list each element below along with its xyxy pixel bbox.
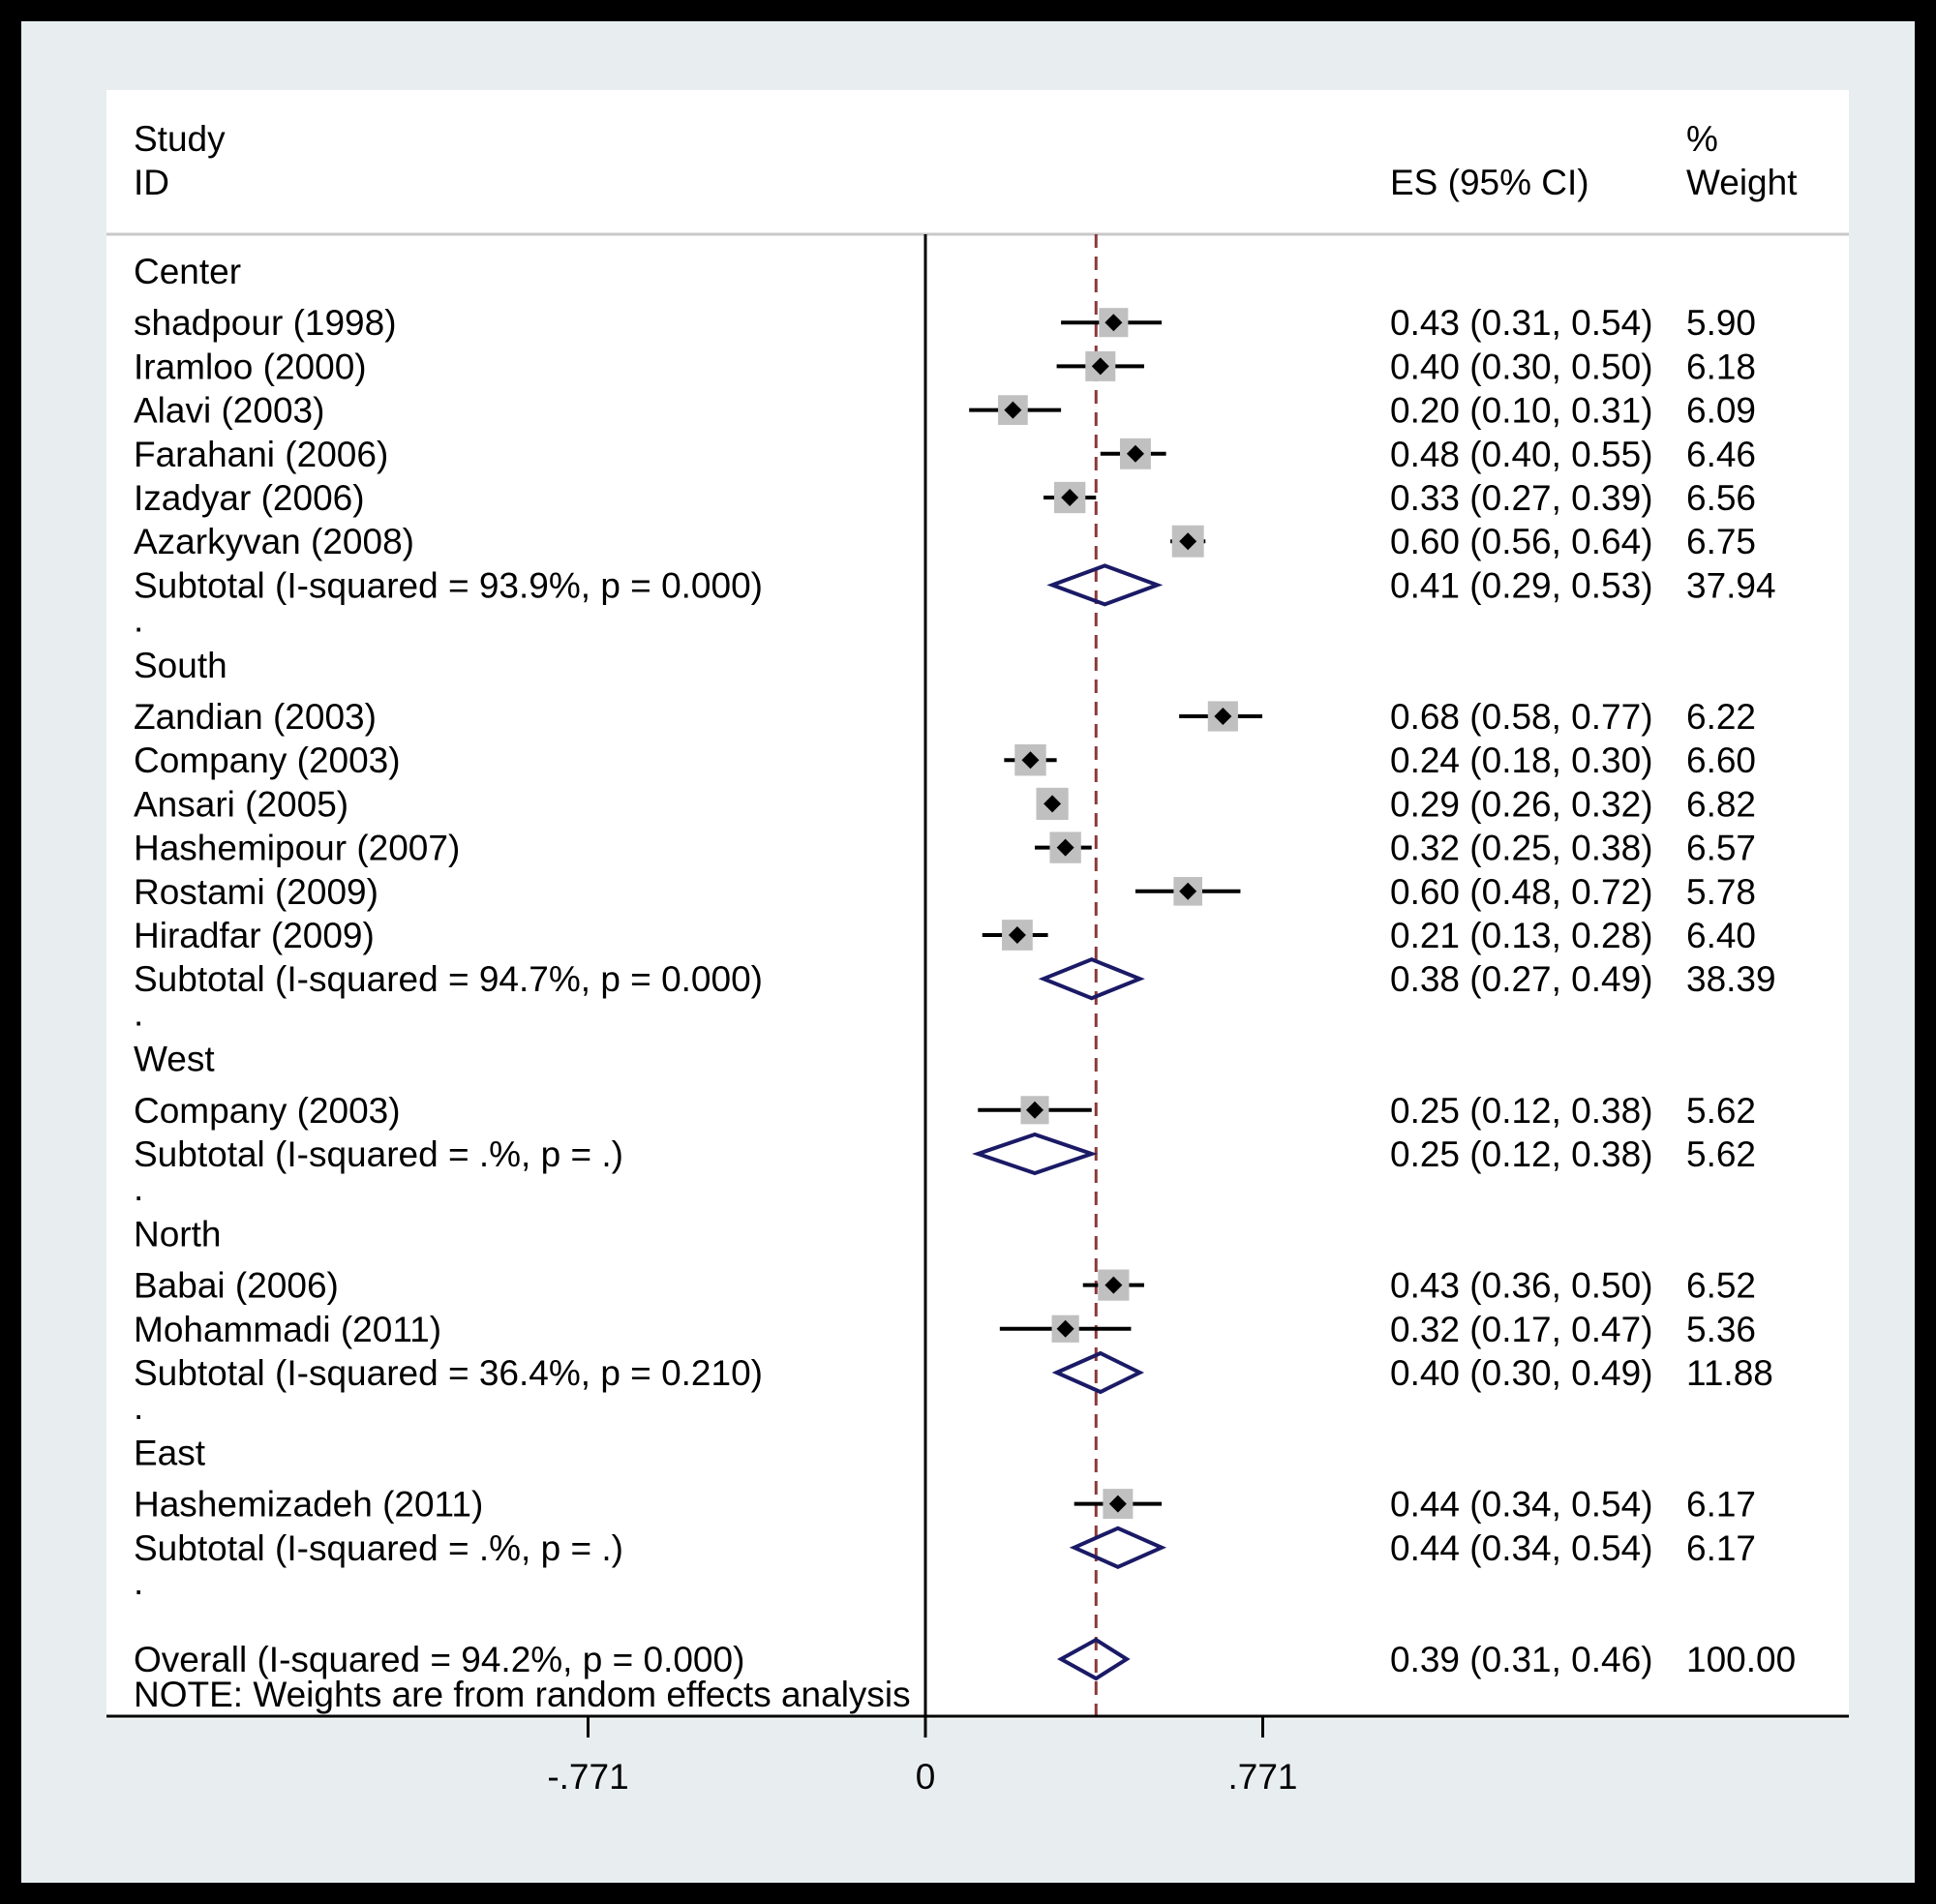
study-label: Azarkyvan (2008) — [134, 522, 414, 562]
study-ci: 0.44 (0.34, 0.54) — [1390, 1484, 1653, 1525]
study-weight: 5.78 — [1686, 871, 1757, 912]
header — [134, 119, 1798, 202]
study-weight: 5.90 — [1686, 303, 1757, 344]
study-label: Alavi (2003) — [134, 390, 325, 431]
study-ci: 0.43 (0.36, 0.50) — [1390, 1265, 1653, 1306]
subtotal-ci: 0.40 (0.30, 0.49) — [1390, 1353, 1653, 1393]
overall-ci: 0.39 (0.31, 0.46) — [1390, 1640, 1653, 1680]
subtotal-diamond — [978, 1134, 1092, 1173]
study-weight: 5.62 — [1686, 1090, 1757, 1131]
subtotal-diamond — [1044, 959, 1139, 998]
study-weight: 6.57 — [1686, 828, 1757, 868]
overall-weight: 100.00 — [1686, 1640, 1797, 1680]
study-label: Babai (2006) — [134, 1265, 339, 1306]
study-label: Rostami (2009) — [134, 871, 378, 912]
subtotal-ci: 0.41 (0.29, 0.53) — [1390, 565, 1653, 606]
study-ci: 0.40 (0.30, 0.50) — [1390, 347, 1653, 387]
group-label: Center — [134, 252, 242, 291]
footnote: NOTE: Weights are from random effects analysis — [134, 1675, 911, 1714]
plot-rows — [134, 252, 1796, 1679]
study-ci: 0.21 (0.13, 0.28) — [1390, 916, 1653, 955]
group-separator: . — [134, 599, 144, 640]
study-label: Izadyar (2006) — [134, 478, 365, 518]
study-label: Company (2003) — [134, 740, 401, 781]
study-label: Iramloo (2000) — [134, 347, 367, 387]
study-weight: 6.18 — [1686, 347, 1757, 387]
x-tick-label: 0 — [915, 1757, 936, 1797]
study-weight: 6.22 — [1686, 697, 1757, 737]
study-weight: 6.40 — [1686, 916, 1757, 955]
study-ci: 0.68 (0.58, 0.77) — [1390, 697, 1653, 737]
group-label: East — [134, 1433, 206, 1473]
study-weight: 5.36 — [1686, 1309, 1757, 1349]
study-ci: 0.32 (0.25, 0.38) — [1390, 828, 1653, 868]
overall-diamond — [1061, 1640, 1127, 1678]
study-label: Zandian (2003) — [134, 697, 377, 737]
study-label: Hiradfar (2009) — [134, 916, 375, 955]
study-weight: 6.75 — [1686, 522, 1757, 562]
study-label: Mohammadi (2011) — [134, 1309, 442, 1349]
study-ci: 0.24 (0.18, 0.30) — [1390, 740, 1653, 781]
group-separator: . — [134, 1168, 144, 1209]
group-label: West — [134, 1039, 215, 1079]
plot-marks — [925, 234, 1262, 1716]
study-ci: 0.20 (0.10, 0.31) — [1390, 390, 1653, 431]
study-ci: 0.48 (0.40, 0.55) — [1390, 434, 1653, 474]
subtotal-ci: 0.44 (0.34, 0.54) — [1390, 1527, 1653, 1568]
header-es: ES (95% CI) — [1390, 163, 1589, 202]
subtotal-weight: 6.17 — [1686, 1527, 1757, 1568]
subtotal-weight: 11.88 — [1686, 1353, 1773, 1393]
subtotal-weight: 38.39 — [1686, 959, 1776, 1000]
group-separator: . — [134, 1387, 144, 1428]
study-label: Hashemipour (2007) — [134, 828, 461, 868]
subtotal-diamond — [1074, 1528, 1162, 1567]
study-ci: 0.29 (0.26, 0.32) — [1390, 784, 1653, 825]
x-tick-label: -.771 — [547, 1757, 629, 1797]
subtotal-label: Subtotal (I-squared = .%, p = .) — [134, 1134, 623, 1174]
header-percent: % — [1686, 119, 1718, 159]
study-label: shadpour (1998) — [134, 303, 397, 344]
study-ci: 0.60 (0.56, 0.64) — [1390, 522, 1653, 562]
group-label: South — [134, 645, 227, 685]
study-weight: 6.52 — [1686, 1265, 1757, 1306]
header-weight: Weight — [1686, 163, 1798, 202]
subtotal-label: Subtotal (I-squared = .%, p = .) — [134, 1527, 623, 1568]
subtotal-ci: 0.25 (0.12, 0.38) — [1390, 1134, 1653, 1174]
subtotal-weight: 5.62 — [1686, 1134, 1757, 1174]
study-label: Company (2003) — [134, 1090, 401, 1131]
study-label: Hashemizadeh (2011) — [134, 1484, 484, 1525]
study-weight: 6.17 — [1686, 1484, 1757, 1525]
group-label: North — [134, 1214, 222, 1254]
header-study: Study — [134, 119, 226, 159]
study-weight: 6.09 — [1686, 390, 1757, 431]
x-tick-label: .771 — [1227, 1757, 1298, 1797]
subtotal-label: Subtotal (I-squared = 94.7%, p = 0.000) — [134, 959, 763, 1000]
subtotal-diamond — [1057, 1353, 1140, 1392]
study-weight: 6.60 — [1686, 740, 1757, 781]
subtotal-label: Subtotal (I-squared = 93.9%, p = 0.000) — [134, 565, 763, 606]
x-axis — [106, 1716, 1849, 1797]
study-weight: 6.46 — [1686, 434, 1757, 474]
study-ci: 0.43 (0.31, 0.54) — [1390, 303, 1653, 344]
study-ci: 0.60 (0.48, 0.72) — [1390, 871, 1653, 912]
study-label: Farahani (2006) — [134, 434, 389, 474]
study-ci: 0.33 (0.27, 0.39) — [1390, 478, 1653, 518]
group-separator: . — [134, 1562, 144, 1602]
subtotal-ci: 0.38 (0.27, 0.49) — [1390, 959, 1653, 1000]
study-weight: 6.56 — [1686, 478, 1757, 518]
study-label: Ansari (2005) — [134, 784, 349, 825]
subtotal-diamond — [1052, 565, 1157, 604]
study-ci: 0.25 (0.12, 0.38) — [1390, 1090, 1653, 1131]
subtotal-weight: 37.94 — [1686, 565, 1776, 606]
overall-label: Overall (I-squared = 94.2%, p = 0.000) — [134, 1640, 745, 1680]
group-separator: . — [134, 993, 144, 1034]
study-weight: 6.82 — [1686, 784, 1757, 825]
study-ci: 0.32 (0.17, 0.47) — [1390, 1309, 1653, 1349]
subtotal-label: Subtotal (I-squared = 36.4%, p = 0.210) — [134, 1353, 763, 1393]
header-id: ID — [134, 163, 169, 202]
